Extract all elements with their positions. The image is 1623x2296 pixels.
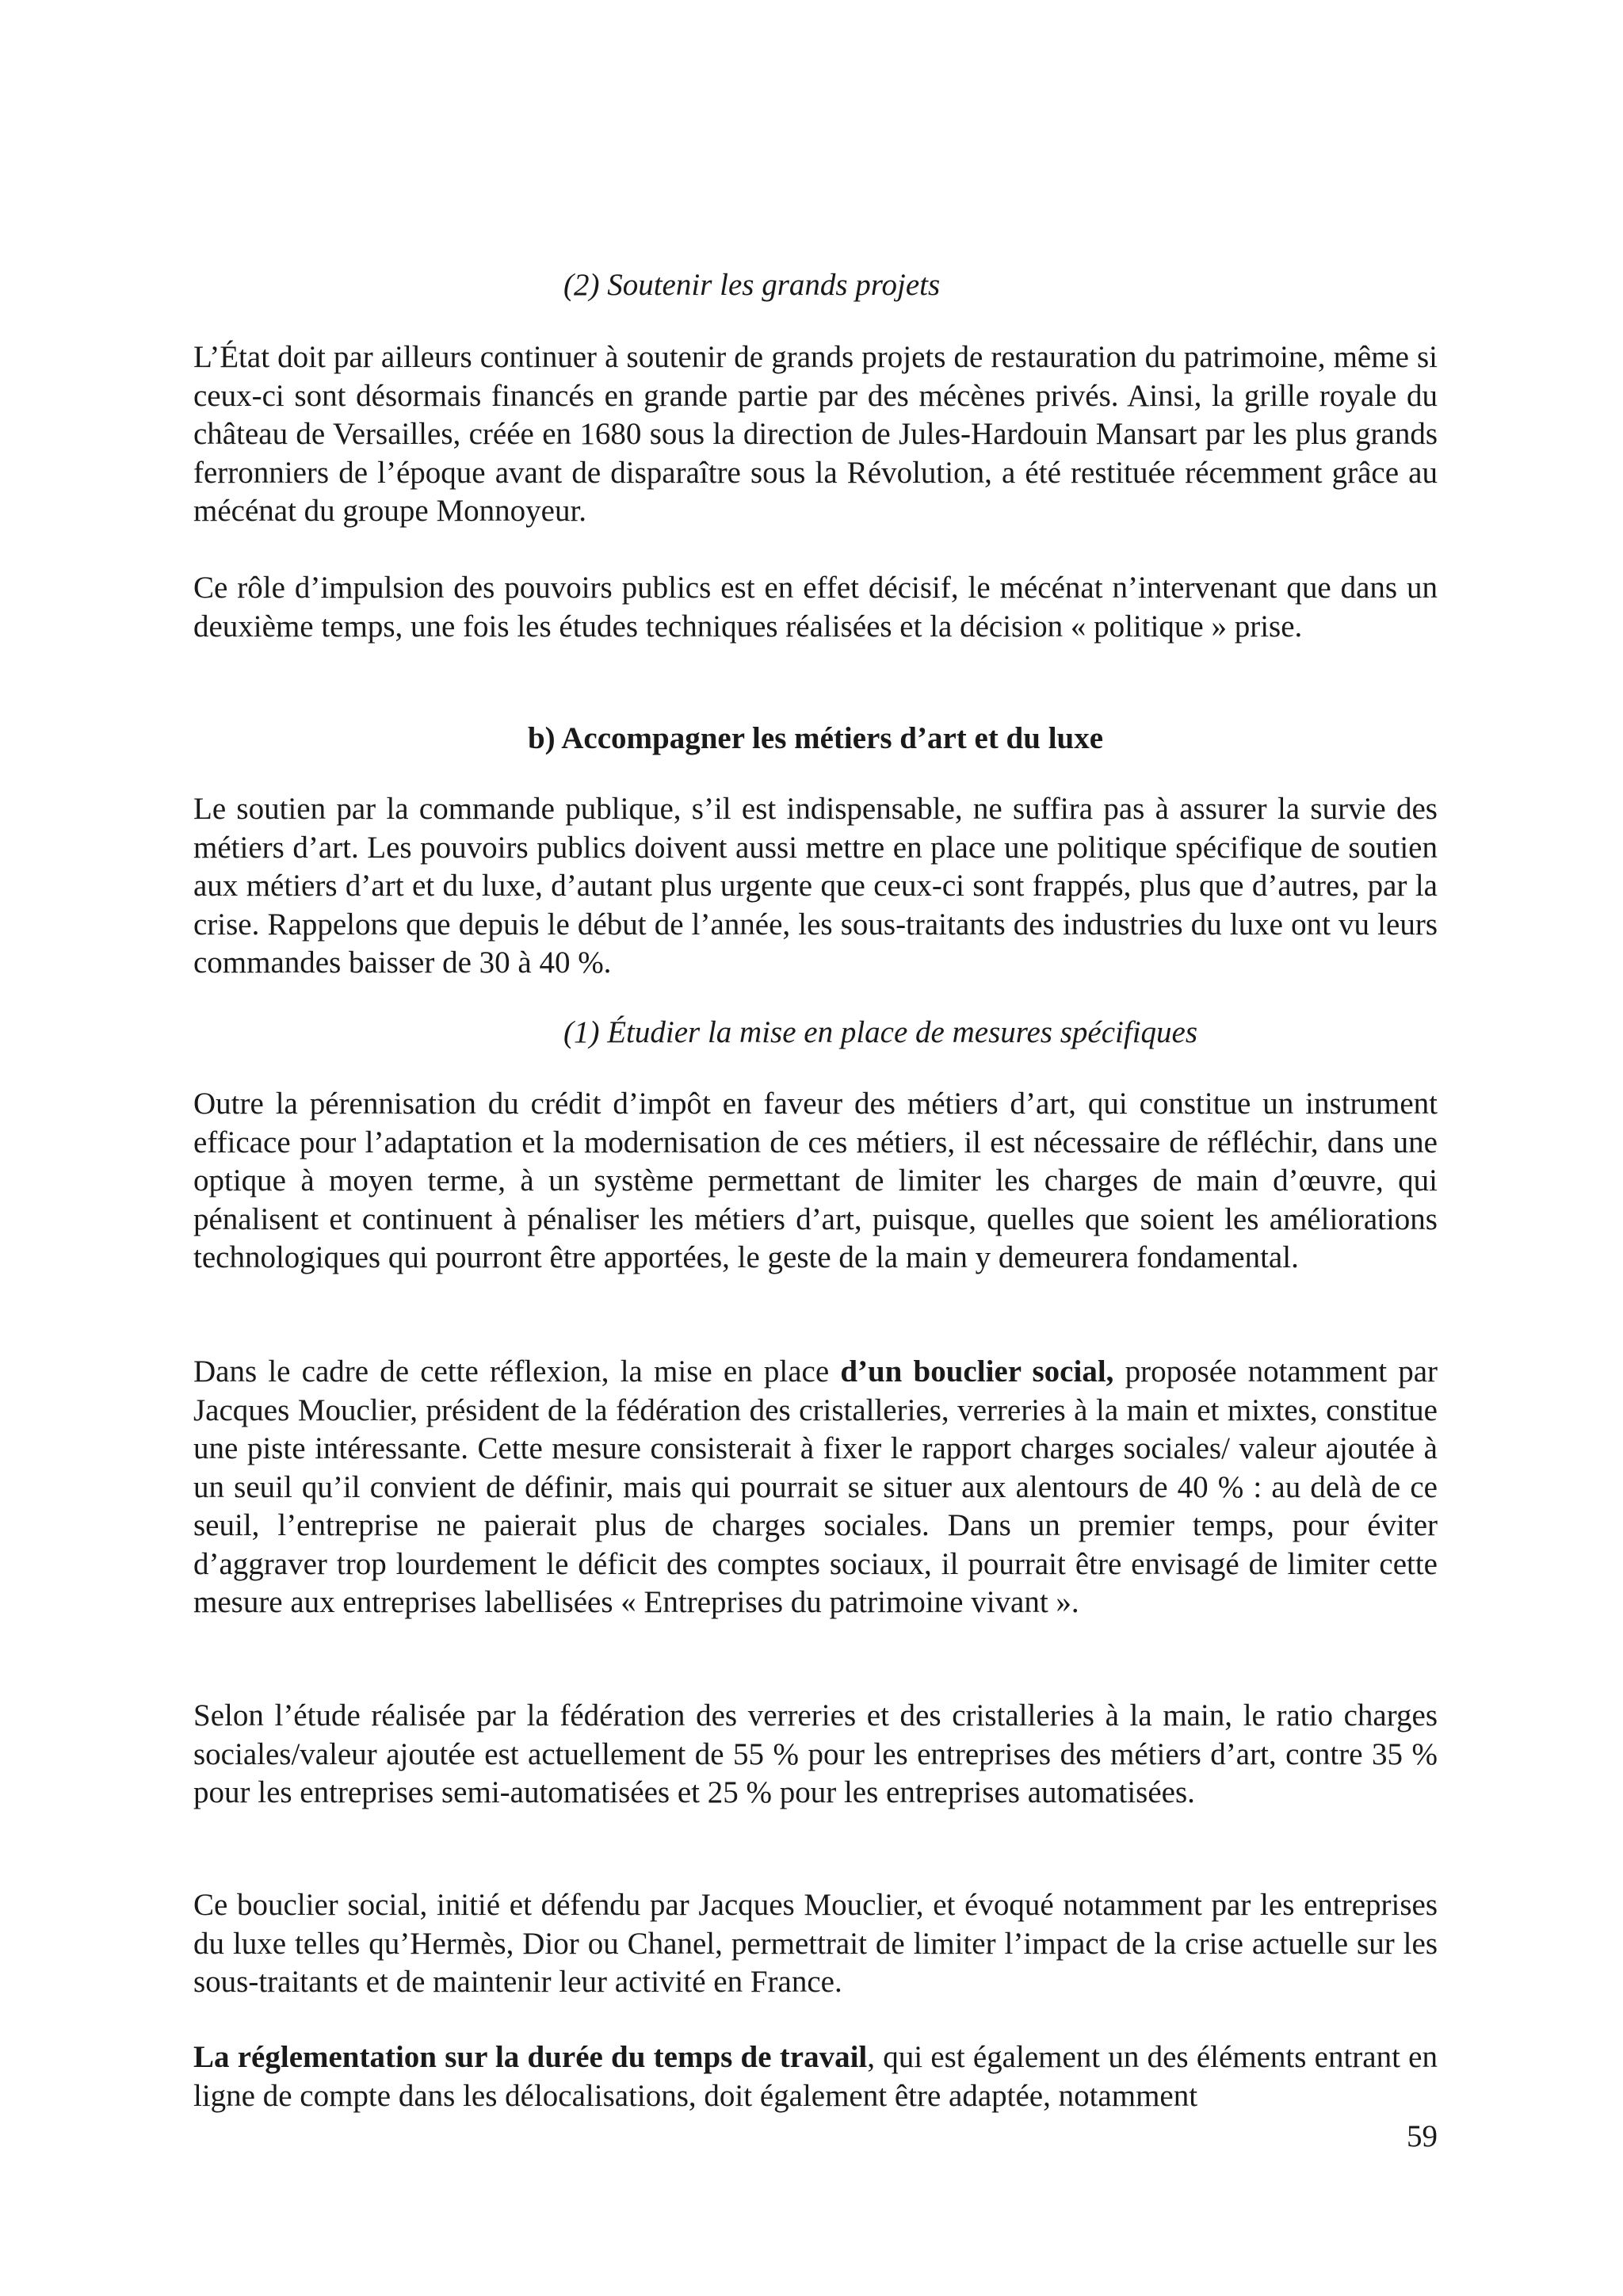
paragraph-soutien-commande-publique: Le soutien par la commande publique, s’il est indispensable, ne suffira pas à assurer la survie des métiers d’art. Les pouvoirs publics doivent aussi mettre en place une politique spécifique de soutien aux métiers d’art et du luxe, d’autant plus urgente que ceux-ci sont frappés, plus que d’autres, par la crise. Rappelons que depuis le début de l’année, les sous-traitants des industries du luxe ont vu leurs commandes baisser de 30 à 40 %. — [193, 792, 1438, 980]
paragraph-reglementation-after: , qui est également un des éléments entrant en ligne de compte dans les délocalisations, doit également être adaptée, notamment — [193, 2040, 1438, 2113]
paragraph-reglementation-temps-travail — [193, 2038, 1438, 2115]
page-number: 59 — [1407, 2119, 1438, 2153]
paragraph-etude-ratio: Selon l’étude réalisée par la fédération des verreries et des cristalleries à la main, le ratio charges sociales/valeur ajoutée est actuellement de 55 % pour les entreprises des métiers d’art, contre 35 % pour les entreprises semi-automatisées et 25 % pour les entreprises automatisées. — [193, 1698, 1438, 1809]
paragraph-bouclier-initie: Ce bouclier social, initié et défendu par Jacques Mouclier, et évoqué notamment par les entreprises du luxe telles qu’Hermès, Dior ou Chanel, permettrait de limiter l’impact de la crise actuelle sur les sous-traitants et de maintenir leur activité en France. — [193, 1888, 1438, 1999]
paragraph-credit-impot: Outre la pérennisation du crédit d’impôt en faveur des métiers d’art, qui constitue un instrument efficace pour l’adaptation et la modernisation de ces métiers, il est nécessaire de réfléchir, dans une optique à moyen terme, à un système permettant de limiter les charges de main d’œuvre, qui pénalisent et continuent à pénaliser les métiers d’art, puisque, quelles que soient les améliorations technologiques qui pourront être apportées, le geste de la main y demeurera fondamental. — [193, 1087, 1438, 1274]
section-heading-metiers-art-luxe: b) Accompagner les métiers d’art et du luxe — [527, 721, 1104, 755]
paragraph-bouclier-social-before: Dans le cadre de cette réflexion, la mise en place — [193, 1354, 841, 1389]
section-heading-mesures-specifiques: (1) Étudier la mise en place de mesures spécifiques — [563, 1015, 1198, 1049]
paragraph-bouclier-social-bold: d’un bouclier social, — [840, 1354, 1114, 1389]
paragraph-bouclier-social-after: proposée notamment par Jacques Mouclier, président de la fédération des cristalleries, verreries à la main et mixtes, constitue une piste intéressante. Cette mesure consisterait à fixer le rapport charges sociales/ valeur ajoutée à un seuil qu’il convient de définir, mais qui pourrait se situer aux alentours de 40 % : au delà de ce seuil, l’entreprise ne paierait plus de charges sociales. Dans un premier temps, pour éviter d’aggraver trop lourdement le déficit des comptes sociaux, il pourrait être envisagé de limiter cette mesure aux entreprises labellisées « Entreprises du patrimoine vivant ». — [193, 1354, 1438, 1619]
section-heading-soutenir-grands-projets: (2) Soutenir les grands projets — [563, 268, 941, 302]
paragraph-etat-grands-projets: L’État doit par ailleurs continuer à soutenir de grands projets de restauration du patrimoine, même si ceux-ci sont désormais financés en grande partie par des mécènes privés. Ainsi, la grille royale du château de Versailles, créée en 1680 sous la direction de Jules-Hardouin Mansart par les plus grands ferronniers de l’époque avant de disparaître sous la Révolution, a été restituée récemment grâce au mécénat du groupe Monnoyeur. — [193, 340, 1438, 528]
paragraph-bouclier-social — [193, 1353, 1438, 1622]
paragraph-reglementation-bold: La réglementation sur la durée du temps de travail — [193, 2040, 868, 2074]
paragraph-role-impulsion: Ce rôle d’impulsion des pouvoirs publics est en effet décisif, le mécénat n’intervenant que dans un deuxième temps, une fois les études techniques réalisées et la décision « politique » prise. — [193, 571, 1438, 644]
